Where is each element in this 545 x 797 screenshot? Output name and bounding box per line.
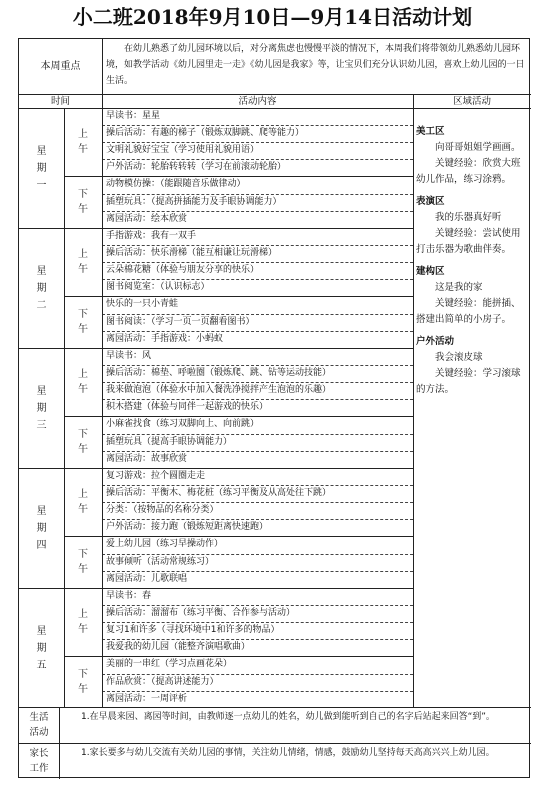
header-area: 区域活动 bbox=[452, 95, 491, 107]
period-char: 午 bbox=[78, 564, 88, 576]
activity-item: 我来做泡泡（体验水中加入餐洗净搅拌产生泡泡的乐趣） bbox=[106, 385, 332, 396]
day-label-char: 期 bbox=[36, 642, 47, 654]
activity-item: 早读书：风 bbox=[106, 351, 152, 362]
area-text: 关键经验：欣赏大班幼儿作品，练习涂鸦。 bbox=[416, 158, 521, 185]
day-label-char: 期 bbox=[36, 282, 47, 294]
day-label-char: 期 bbox=[36, 402, 47, 414]
afternoon-label bbox=[64, 296, 102, 347]
day-label-char: 一 bbox=[36, 179, 47, 191]
activity-item: 户外活动：轮胎转转转（学习在前滚动轮胎） bbox=[106, 162, 287, 173]
activity-item: 我爱我的幼儿园（能整齐演唱歌曲） bbox=[106, 642, 251, 653]
period-char: 午 bbox=[78, 504, 88, 516]
activity-item: 插塑玩具（提高手眼协调能力） bbox=[106, 436, 233, 447]
activity-item: 早读书：星星 bbox=[106, 111, 161, 122]
area-text: 关键经验：能拼插、搭建出简单的小房子。 bbox=[416, 298, 521, 325]
day-label bbox=[19, 348, 64, 468]
activity-item: 离园活动：故事欣赏 bbox=[106, 453, 188, 464]
afternoon-label bbox=[64, 416, 102, 467]
area-heading: 美工区 bbox=[416, 126, 445, 137]
home-text: 1.家长要多与幼儿交流有关幼儿园的事情，关注幼儿情绪，情感，鼓励幼儿坚持每天高高兴兴上幼儿园。 bbox=[81, 748, 495, 758]
day-label bbox=[19, 228, 64, 348]
activity-item: 作品欣赏：（提高讲述能力） bbox=[106, 676, 219, 687]
activity-item: 复习游戏：拉个圆圈走走 bbox=[106, 471, 206, 482]
period-char: 午 bbox=[78, 144, 88, 156]
activity-item: 图书阅读：（学习一页一页翻看图书） bbox=[106, 316, 255, 327]
period-char: 午 bbox=[78, 204, 88, 216]
activity-item: 操后活动：快乐滑梯（能互相谦让玩滑梯） bbox=[106, 248, 278, 259]
day-label-char: 三 bbox=[36, 419, 47, 431]
header-content: 活动内容 bbox=[238, 95, 277, 107]
morning-label bbox=[64, 228, 102, 296]
activity-item: 文明礼貌好宝宝（学习使用礼貌用语） bbox=[106, 145, 260, 156]
period-char: 下 bbox=[78, 429, 88, 441]
area-text: 这是我的家 bbox=[435, 282, 483, 293]
activity-item: 离园活动：手指游戏：小蚂蚁 bbox=[106, 333, 224, 344]
activity-item: 手指游戏：我有一双手 bbox=[106, 231, 197, 242]
afternoon-label bbox=[64, 536, 102, 587]
period-char: 上 bbox=[78, 129, 88, 141]
activity-item: 操后活动：棉垫、呼啦圈（锻炼爬、跳、钻等运动技能） bbox=[106, 368, 332, 379]
day-label-char: 星 bbox=[36, 145, 47, 157]
day-label-char: 星 bbox=[36, 625, 47, 637]
activity-item: 离园活动：绘本欣赏 bbox=[106, 213, 188, 224]
activity-item: 操后活动：平衡木、梅花桩（练习平衡及从高处往下跳） bbox=[106, 488, 332, 499]
period-char: 下 bbox=[78, 309, 88, 321]
day-label bbox=[19, 108, 64, 228]
activity-item: 分类：（按物品的名称分类） bbox=[106, 505, 219, 516]
period-char: 上 bbox=[78, 489, 88, 501]
activity-item: 离园活动：一周评析 bbox=[106, 693, 188, 704]
plan-table bbox=[18, 38, 530, 778]
activity-item: 图书阅览室：（认识标志） bbox=[106, 282, 210, 293]
area-heading: 户外活动 bbox=[416, 336, 455, 347]
period-char: 午 bbox=[78, 324, 88, 336]
day-label-char: 星 bbox=[36, 265, 47, 277]
activity-item: 积木搭建（体验与同伴一起游戏的快乐） bbox=[106, 402, 269, 413]
area-text: 关键经验：学习滚球的方法。 bbox=[416, 368, 521, 395]
page-title: 小二班2018年9月10日—9月14日活动计划 bbox=[72, 5, 473, 29]
period-char: 上 bbox=[78, 249, 88, 261]
activity-item: 操后活动：溜溜布（练习平衡、合作参与活动） bbox=[106, 608, 296, 619]
life-text: 1.在早晨来园、离园等时间，由教师逐一点幼儿的姓名，幼儿做到能听到自己的名字后站起来回答“到”。 bbox=[81, 712, 495, 722]
area-heading: 表演区 bbox=[416, 196, 445, 207]
day-label bbox=[19, 468, 64, 588]
area-text: 向哥哥姐姐学画画。 bbox=[435, 142, 521, 153]
activity-item: 故事倾听（活动常规练习） bbox=[106, 556, 215, 567]
activity-item: 动物模仿操：（能跟随音乐做律动） bbox=[106, 179, 246, 190]
activity-item: 户外活动：接力跑（锻炼短距离快速跑） bbox=[106, 522, 269, 533]
life-label: 生活活动 bbox=[29, 712, 49, 738]
period-char: 午 bbox=[78, 624, 88, 636]
period-char: 上 bbox=[78, 369, 88, 381]
area-text: 关键经验：尝试使用打击乐器为歌曲伴奏。 bbox=[416, 228, 521, 255]
day-label-char: 期 bbox=[36, 162, 47, 174]
day-label-char: 期 bbox=[36, 522, 47, 534]
day-label-char: 星 bbox=[36, 385, 47, 397]
morning-label bbox=[64, 348, 102, 416]
day-label-char: 星 bbox=[36, 505, 47, 517]
activity-item: 美丽的一串红（学习点画花朵） bbox=[106, 659, 233, 670]
afternoon-label bbox=[64, 176, 102, 227]
activity-item: 插塑玩具：（提高拼插能力及手眼协调能力） bbox=[106, 196, 282, 207]
header-time: 时间 bbox=[50, 95, 70, 107]
focus-label: 本周重点 bbox=[40, 61, 81, 72]
activity-item: 早读书：春 bbox=[106, 591, 152, 602]
day-label-char: 四 bbox=[36, 539, 47, 551]
activity-item: 快乐的一只小青蛙 bbox=[106, 299, 179, 310]
area-text: 我会滚皮球 bbox=[435, 352, 483, 363]
activity-item: 云朵棉花糖（体验与朋友分享的快乐） bbox=[106, 265, 260, 276]
activity-item: 操后活动：有趣的梯子（锻炼双脚跳、爬等能力） bbox=[106, 128, 305, 139]
activity-item: 小麻雀找食（练习双脚向上、向前跳） bbox=[106, 419, 260, 430]
focus-text: 在幼儿熟悉了幼儿园环境以后，对分离焦虑也慢慢平淡的情况下，本周我们将带领幼儿熟悉幼儿园环境，如教学活动《幼儿园里走一走》《幼儿园是我家》等，让宝贝们充分认识幼儿园，喜欢上幼儿园的一日生活。 bbox=[106, 44, 525, 86]
period-char: 午 bbox=[78, 264, 88, 276]
activity-item: 爱上幼儿园（练习早操动作） bbox=[106, 539, 224, 550]
period-char: 下 bbox=[78, 549, 88, 561]
home-label: 家长工作 bbox=[29, 748, 49, 774]
day-label-char: 二 bbox=[36, 299, 47, 311]
activity-item: 复习1和许多（寻找环境中1和许多的物品） bbox=[106, 625, 280, 636]
activity-item: 离园活动：儿歌联唱 bbox=[106, 573, 188, 584]
morning-label bbox=[64, 588, 102, 656]
area-heading: 建构区 bbox=[416, 266, 445, 277]
area-activity-column bbox=[413, 108, 531, 707]
area-text: 我的乐器真好听 bbox=[435, 212, 502, 223]
day-label bbox=[19, 588, 64, 708]
afternoon-label bbox=[64, 656, 102, 707]
period-char: 午 bbox=[78, 444, 88, 456]
morning-label bbox=[64, 468, 102, 536]
period-char: 上 bbox=[78, 609, 88, 621]
period-char: 下 bbox=[78, 189, 88, 201]
period-char: 午 bbox=[78, 684, 88, 696]
morning-label bbox=[64, 108, 102, 176]
day-label-char: 五 bbox=[36, 659, 47, 671]
period-char: 午 bbox=[78, 384, 88, 396]
period-char: 下 bbox=[78, 669, 88, 681]
